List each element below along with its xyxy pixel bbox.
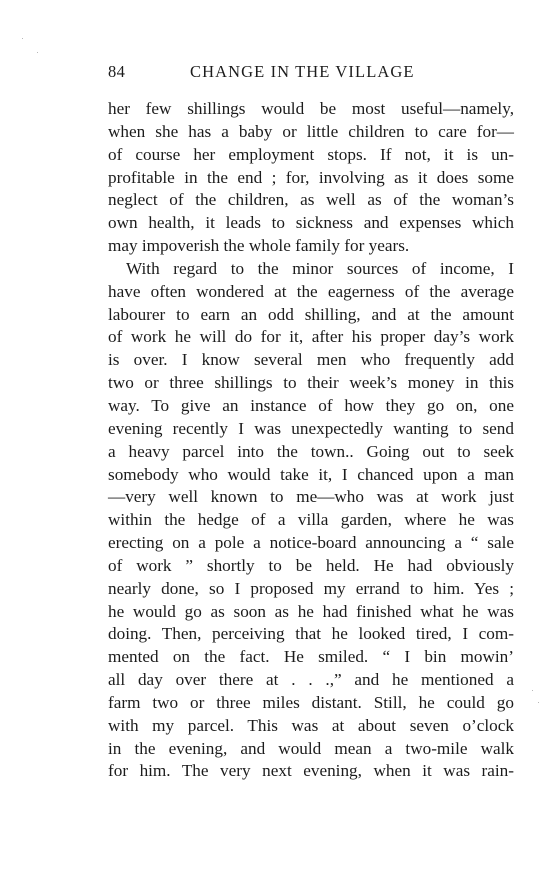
- text-line: way. To give an instance of how they go on, one: [108, 395, 514, 415]
- text-line: nearly done, so I proposed my errand to him. Yes ;: [108, 578, 514, 598]
- paper-speck: [37, 52, 38, 53]
- text-line: a heavy parcel into the town.. Going out to seek: [108, 441, 514, 461]
- running-head: CHANGE IN THE VILLAGE: [190, 62, 415, 81]
- text-line: own health, it leads to sickness and expenses which: [108, 213, 514, 233]
- text-line: of work he will do for it, after his proper day’s work: [108, 327, 514, 347]
- text-line: when she has a baby or little children to care for—: [108, 121, 514, 141]
- text-line: neglect of the children, as well as of the woman’s: [108, 190, 514, 210]
- body-text: [108, 98, 514, 783]
- text-line: of course her employment stops. If not, it is un-: [108, 144, 514, 164]
- text-line: of work ” shortly to be held. He had obviously: [108, 555, 514, 575]
- text-line: profitable in the end ; for, involving as it does some: [108, 167, 514, 187]
- text-line: her few shillings would be most useful—namely,: [108, 99, 514, 118]
- text-line: he would go as soon as he had finished what he was: [108, 601, 514, 621]
- text-line: labourer to earn an odd shilling, and at the amount: [108, 304, 514, 324]
- page-number: 84: [108, 62, 126, 81]
- paper-speck: [22, 38, 23, 39]
- text-line: may impoverish the whole family for years.: [108, 236, 410, 256]
- text-line: erecting on a pole a notice-board announcing a “ sale: [108, 533, 514, 553]
- text-line: in the evening, and would mean a two-mile walk: [108, 738, 514, 758]
- text-line: —very well known to me—who was at work just: [108, 487, 514, 507]
- text-line: farm two or three miles distant. Still, he could go: [108, 692, 514, 712]
- text-line: evening recently I was unexpectedly wanting to send: [108, 418, 514, 438]
- text-line: doing. Then, perceiving that he looked tired, I com-: [108, 624, 514, 644]
- text-line: With regard to the minor sources of income, I: [126, 258, 514, 278]
- text-line: for him. The very next evening, when it was rain-: [108, 761, 514, 781]
- text-line: all day over there at . . .,” and he mentioned a: [108, 670, 514, 690]
- text-line: within the hedge of a villa garden, where he was: [108, 510, 514, 530]
- paper-speck: [532, 690, 533, 691]
- text-line: mented on the fact. He smiled. “ I bin mowin’: [108, 647, 514, 667]
- text-line: is over. I know several men who frequently add: [108, 350, 514, 370]
- page-header: [108, 62, 514, 88]
- text-line: with my parcel. This was at about seven o’clock: [108, 715, 514, 735]
- text-line: two or three shillings to their week’s money in this: [108, 373, 514, 393]
- text-line: somebody who would take it, I chanced upon a man: [108, 464, 514, 484]
- text-line: have often wondered at the eagerness of the average: [108, 281, 514, 301]
- paper-speck: [538, 702, 539, 703]
